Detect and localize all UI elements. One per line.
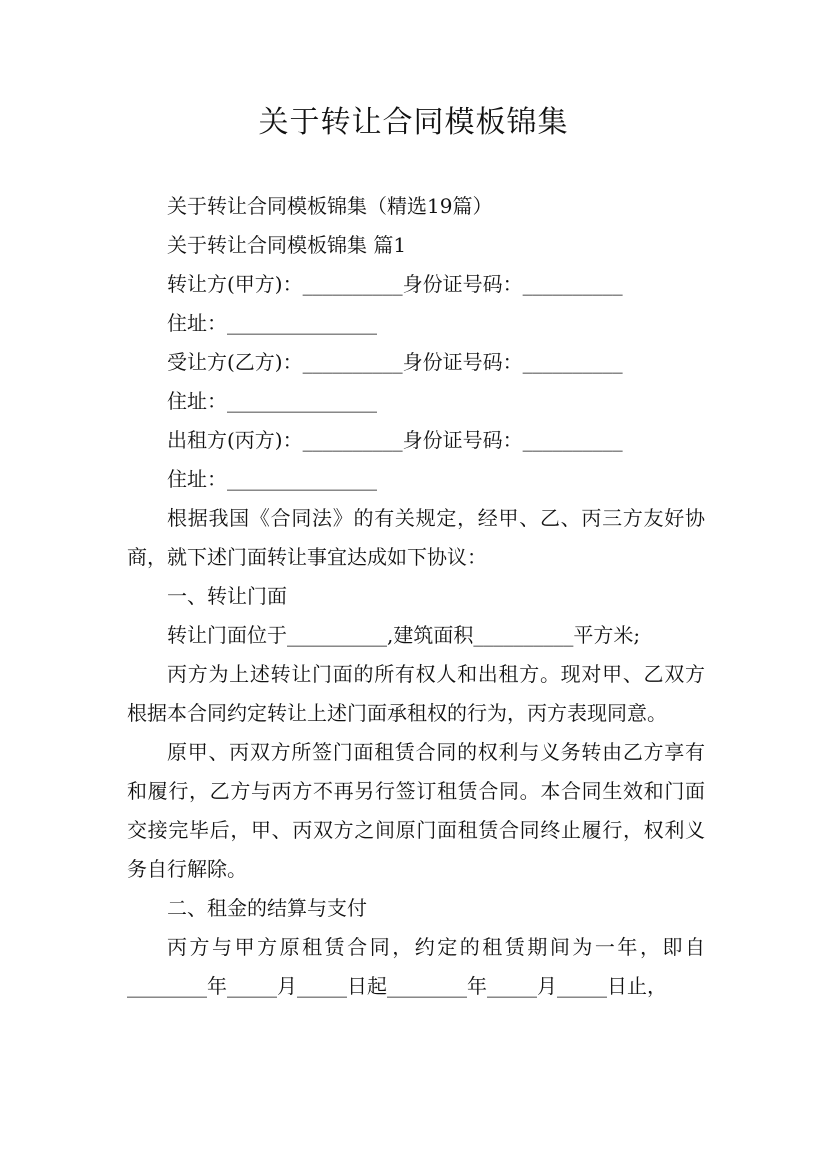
document-title: 关于转让合同模板锦集 bbox=[258, 105, 569, 140]
paragraph-transferor-address: 住址：_______________ bbox=[167, 311, 377, 335]
paragraph-preamble: 根据我国《合同法》的有关规定，经甲、乙、丙三方友好协商，就下述门面转让事宜达成如下协议： bbox=[127, 506, 705, 569]
paragraph-clause-heading-1: 一、转让门面 bbox=[167, 584, 287, 608]
document-body bbox=[127, 187, 705, 1006]
paragraph-storefront-location: 转让门面位于__________,建筑面积__________平方米; bbox=[167, 623, 641, 647]
paragraph-clause-heading-2: 二、租金的结算与支付 bbox=[167, 896, 367, 920]
paragraph-lessor: 出租方(丙方)：__________身份证号码：__________ bbox=[167, 428, 623, 452]
paragraph-section-heading: 关于转让合同模板锦集 篇1 bbox=[167, 233, 407, 257]
paragraph-transferee: 受让方(乙方)：__________身份证号码：__________ bbox=[167, 350, 623, 374]
paragraph-transferee-address: 住址：_______________ bbox=[167, 389, 377, 413]
paragraph-lessor-consent: 丙方为上述转让门面的所有权人和出租方。现对甲、乙双方根据本合同约定转让上述门面承租权的行为，丙方表现同意。 bbox=[127, 662, 705, 725]
paragraph-lessor-address: 住址：_______________ bbox=[167, 467, 377, 491]
paragraph-transferor: 转让方(甲方)：__________身份证号码：__________ bbox=[167, 272, 623, 296]
paragraph-rights-transfer: 原甲、丙双方所签门面租赁合同的权利与义务转由乙方享有和履行，乙方与丙方不再另行签订租赁合同。本合同生效和门面交接完毕后，甲、丙双方之间原门面租赁合同终止履行，权利义务自行解除。 bbox=[127, 740, 705, 881]
paragraph-lease-term: 丙方与甲方原租赁合同，约定的租赁期间为一年，即自________年_____月_____日起________年_____月_____日止， bbox=[127, 935, 705, 998]
paragraph-subtitle: 关于转让合同模板锦集（精选19篇） bbox=[167, 194, 493, 218]
